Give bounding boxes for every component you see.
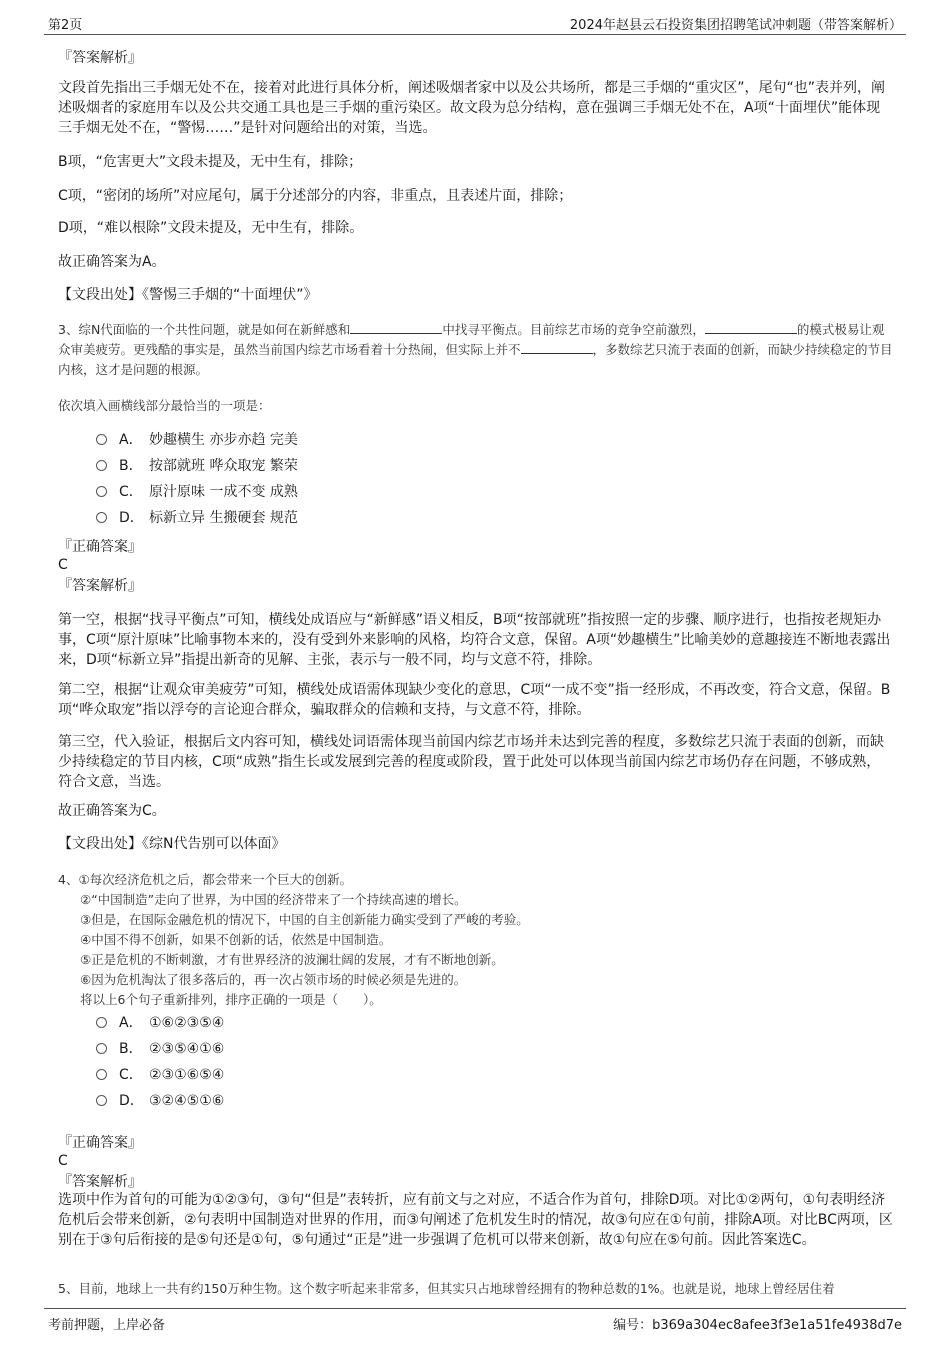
q3-stem [58, 320, 893, 380]
q3-stem-b: 中找寻平衡点。目前综艺市场的竞争空前激烈， [442, 322, 705, 337]
q4-option-a[interactable]: A． ①⑥②③⑤④ [96, 1012, 224, 1034]
q3-answer-label: 『正确答案』 [58, 539, 142, 555]
q2-analysis-p3: C项，“密闭的场所”对应尾句，属于分述部分的内容，非重点，且表述片面，排除； [58, 188, 573, 204]
q3-blank-2 [705, 321, 797, 334]
q4-sentence-3: ③但是，在国际金融危机的情况下，中国的自主创新能力确实受到了严峻的考验。 [80, 912, 529, 927]
q3-option-d[interactable]: D． 标新立异 生搬硬套 规范 [96, 507, 298, 529]
q3-option-a[interactable]: A． 妙趣横生 亦步亦趋 完美 [96, 429, 298, 451]
q2-analysis-label: 『答案解析』 [58, 50, 142, 66]
q3-analysis-p2: 第二空，根据“让观众审美疲劳”可知，横线处成语需体现缺少变化的意思，C项“一成不变”指一经形成，不再改变，符合文意，保留。B项“哗众取宠”指以浮夸的言论迎合群众，骗取群众的信赖和支持，与文意不符，排除。 [58, 682, 891, 718]
document-title: 2024年赵县云石投资集团招聘笔试冲刺题（带答案解析） [569, 18, 902, 33]
q4-answer-label: 『正确答案』 [58, 1135, 142, 1151]
q2-analysis-p4: D项，“难以根除”文段未提及，无中生有，排除。 [58, 220, 364, 236]
q3-stem-c: 的模式极易让观众审美疲劳。更残酷的事实是，虽然当前国内综艺市场看着十分热闹，但实际上并不 [58, 322, 885, 357]
q3-stem-a: 3、综N代面临的一个共性问题，就是如何在新鲜感和 [58, 322, 351, 337]
document-id: 编号：b369a304ec8afee3f3e1a51fe4938d7e [613, 1318, 902, 1333]
q3-source: 【文段出处】《综N代告别可以体面》 [58, 836, 286, 852]
q4-sentence-6: ⑥因为危机淘汰了很多落后的，再一次占领市场的时候必须是先进的。 [80, 972, 467, 987]
q3-analysis-p3: 第三空，代入验证，根据后文内容可知，横线处词语需体现当前国内综艺市场并未达到完善的程度，多数综艺只流于表面的创新，而缺少持续稳定的节目内核，C项“成熟”指生长或发展到完善的程度或阶段，置于此处可以体现当前国内综艺市场仍存在问题，不够成熟，符合文意，当选。 [58, 734, 884, 790]
q3-blank-1 [350, 321, 442, 334]
q4-sentence-1: 4、①每次经济危机之后，都会带来一个巨大的创新。 [58, 872, 353, 887]
q3-analysis-p1: 第一空，根据“找寻平衡点”可知，横线处成语应与“新鲜感”语义相反，B项“按部就班”指按照一定的步骤、顺序进行，也指按老规矩办事，C项“原汁原味”比喻事物本来的，没有受到外来影响的风格，均符合文意，保留。A项“妙趣横生”比喻美妙的意趣接连不断地表露出来，D项“标新立异”指提出新奇的见解、主张，表示与一般不同，均与文意不符，排除。 [58, 612, 891, 668]
page-footer [44, 1308, 906, 1333]
radio-icon[interactable] [96, 512, 107, 523]
q4-analysis: 选项中作为首句的可能为①②③句，③句“但是”表转折，应有前文与之对应，不适合作为首句，排除D项。对比①②两句，①句表明经济危机后会带来创新，②句表明中国制造对世界的作用，而③句阐述了危机发生时的情况，故③句应在①句前，排除A项。对比BC两项，区别在于③句后衔接的是⑤句还是①句，⑤句通过“正是”进一步强调了危机可以带来创新，故①句应在⑤句前。因此答案选C。 [58, 1192, 893, 1248]
radio-icon[interactable] [96, 1017, 107, 1028]
q4-option-d[interactable]: D． ③②④⑤①⑥ [96, 1090, 224, 1112]
q4-answer: C [58, 1153, 68, 1169]
q2-analysis-p1: 文段首先指出三手烟无处不在，接着对此进行具体分析，阐述吸烟者家中以及公共场所，都是三手烟的“重灾区”，尾句“也”表并列，阐述吸烟者的家庭用车以及公共交通工具也是三手烟的重污染区。故文段为总分结构，意在强调三手烟无处不在，A项“十面埋伏”能体现三手烟无处不在，“警惕……”是针对问题给出的对策，当选。 [58, 80, 886, 136]
page-header [44, 12, 906, 35]
q4-analysis-label: 『答案解析』 [58, 1174, 142, 1190]
radio-icon[interactable] [96, 1069, 107, 1080]
page-number: 第2页 [48, 18, 83, 33]
q4-prompt: 将以上6个句子重新排列，排序正确的一项是（ ）。 [80, 992, 382, 1007]
q3-prompt: 依次填入画横线部分最恰当的一项是： [58, 398, 271, 413]
radio-icon[interactable] [96, 434, 107, 445]
q5-stem: 5、目前，地球上一共有约150万种生物。这个数字听起来非常多，但其实只占地球曾经拥有的物种总数的1%。也就是说，地球上曾经居住着 [58, 1281, 835, 1296]
footer-slogan: 考前押题，上岸必备 [48, 1318, 166, 1333]
q4-sentence-4: ④中国不得不创新，如果不创新的话，依然是中国制造。 [80, 932, 392, 947]
q3-stem-d: ，多数综艺只流于表面的创新，而缺少持续稳定的节目内核，这才是问题的根源。 [58, 342, 893, 377]
q3-answer: C [58, 557, 68, 573]
radio-icon[interactable] [96, 486, 107, 497]
q3-analysis-label: 『答案解析』 [58, 578, 142, 594]
q4-option-b[interactable]: B． ②③⑤④①⑥ [96, 1038, 224, 1060]
q2-analysis-p2: B项，“危害更大”文段未提及，无中生有，排除； [58, 154, 363, 170]
q3-option-c[interactable]: C． 原汁原味 一成不变 成熟 [96, 481, 298, 503]
q3-blank-3 [521, 341, 593, 354]
radio-icon[interactable] [96, 1043, 107, 1054]
q2-conclusion: 故正确答案为A。 [58, 254, 166, 270]
q3-option-b[interactable]: B． 按部就班 哗众取宠 繁荣 [96, 455, 298, 477]
radio-icon[interactable] [96, 460, 107, 471]
q3-conclusion: 故正确答案为C。 [58, 803, 166, 819]
radio-icon[interactable] [96, 1095, 107, 1106]
q2-source: 【文段出处】《警惕三手烟的“十面埋伏”》 [58, 287, 318, 303]
q4-sentence-5: ⑤正是危机的不断刺激，才有世界经济的波澜壮阔的发展，才有不断地创新。 [80, 952, 504, 967]
q4-sentence-2: ②“中国制造”走向了世界，为中国的经济带来了一个持续高速的增长。 [80, 892, 467, 907]
q4-option-c[interactable]: C． ②③①⑥⑤④ [96, 1064, 224, 1086]
